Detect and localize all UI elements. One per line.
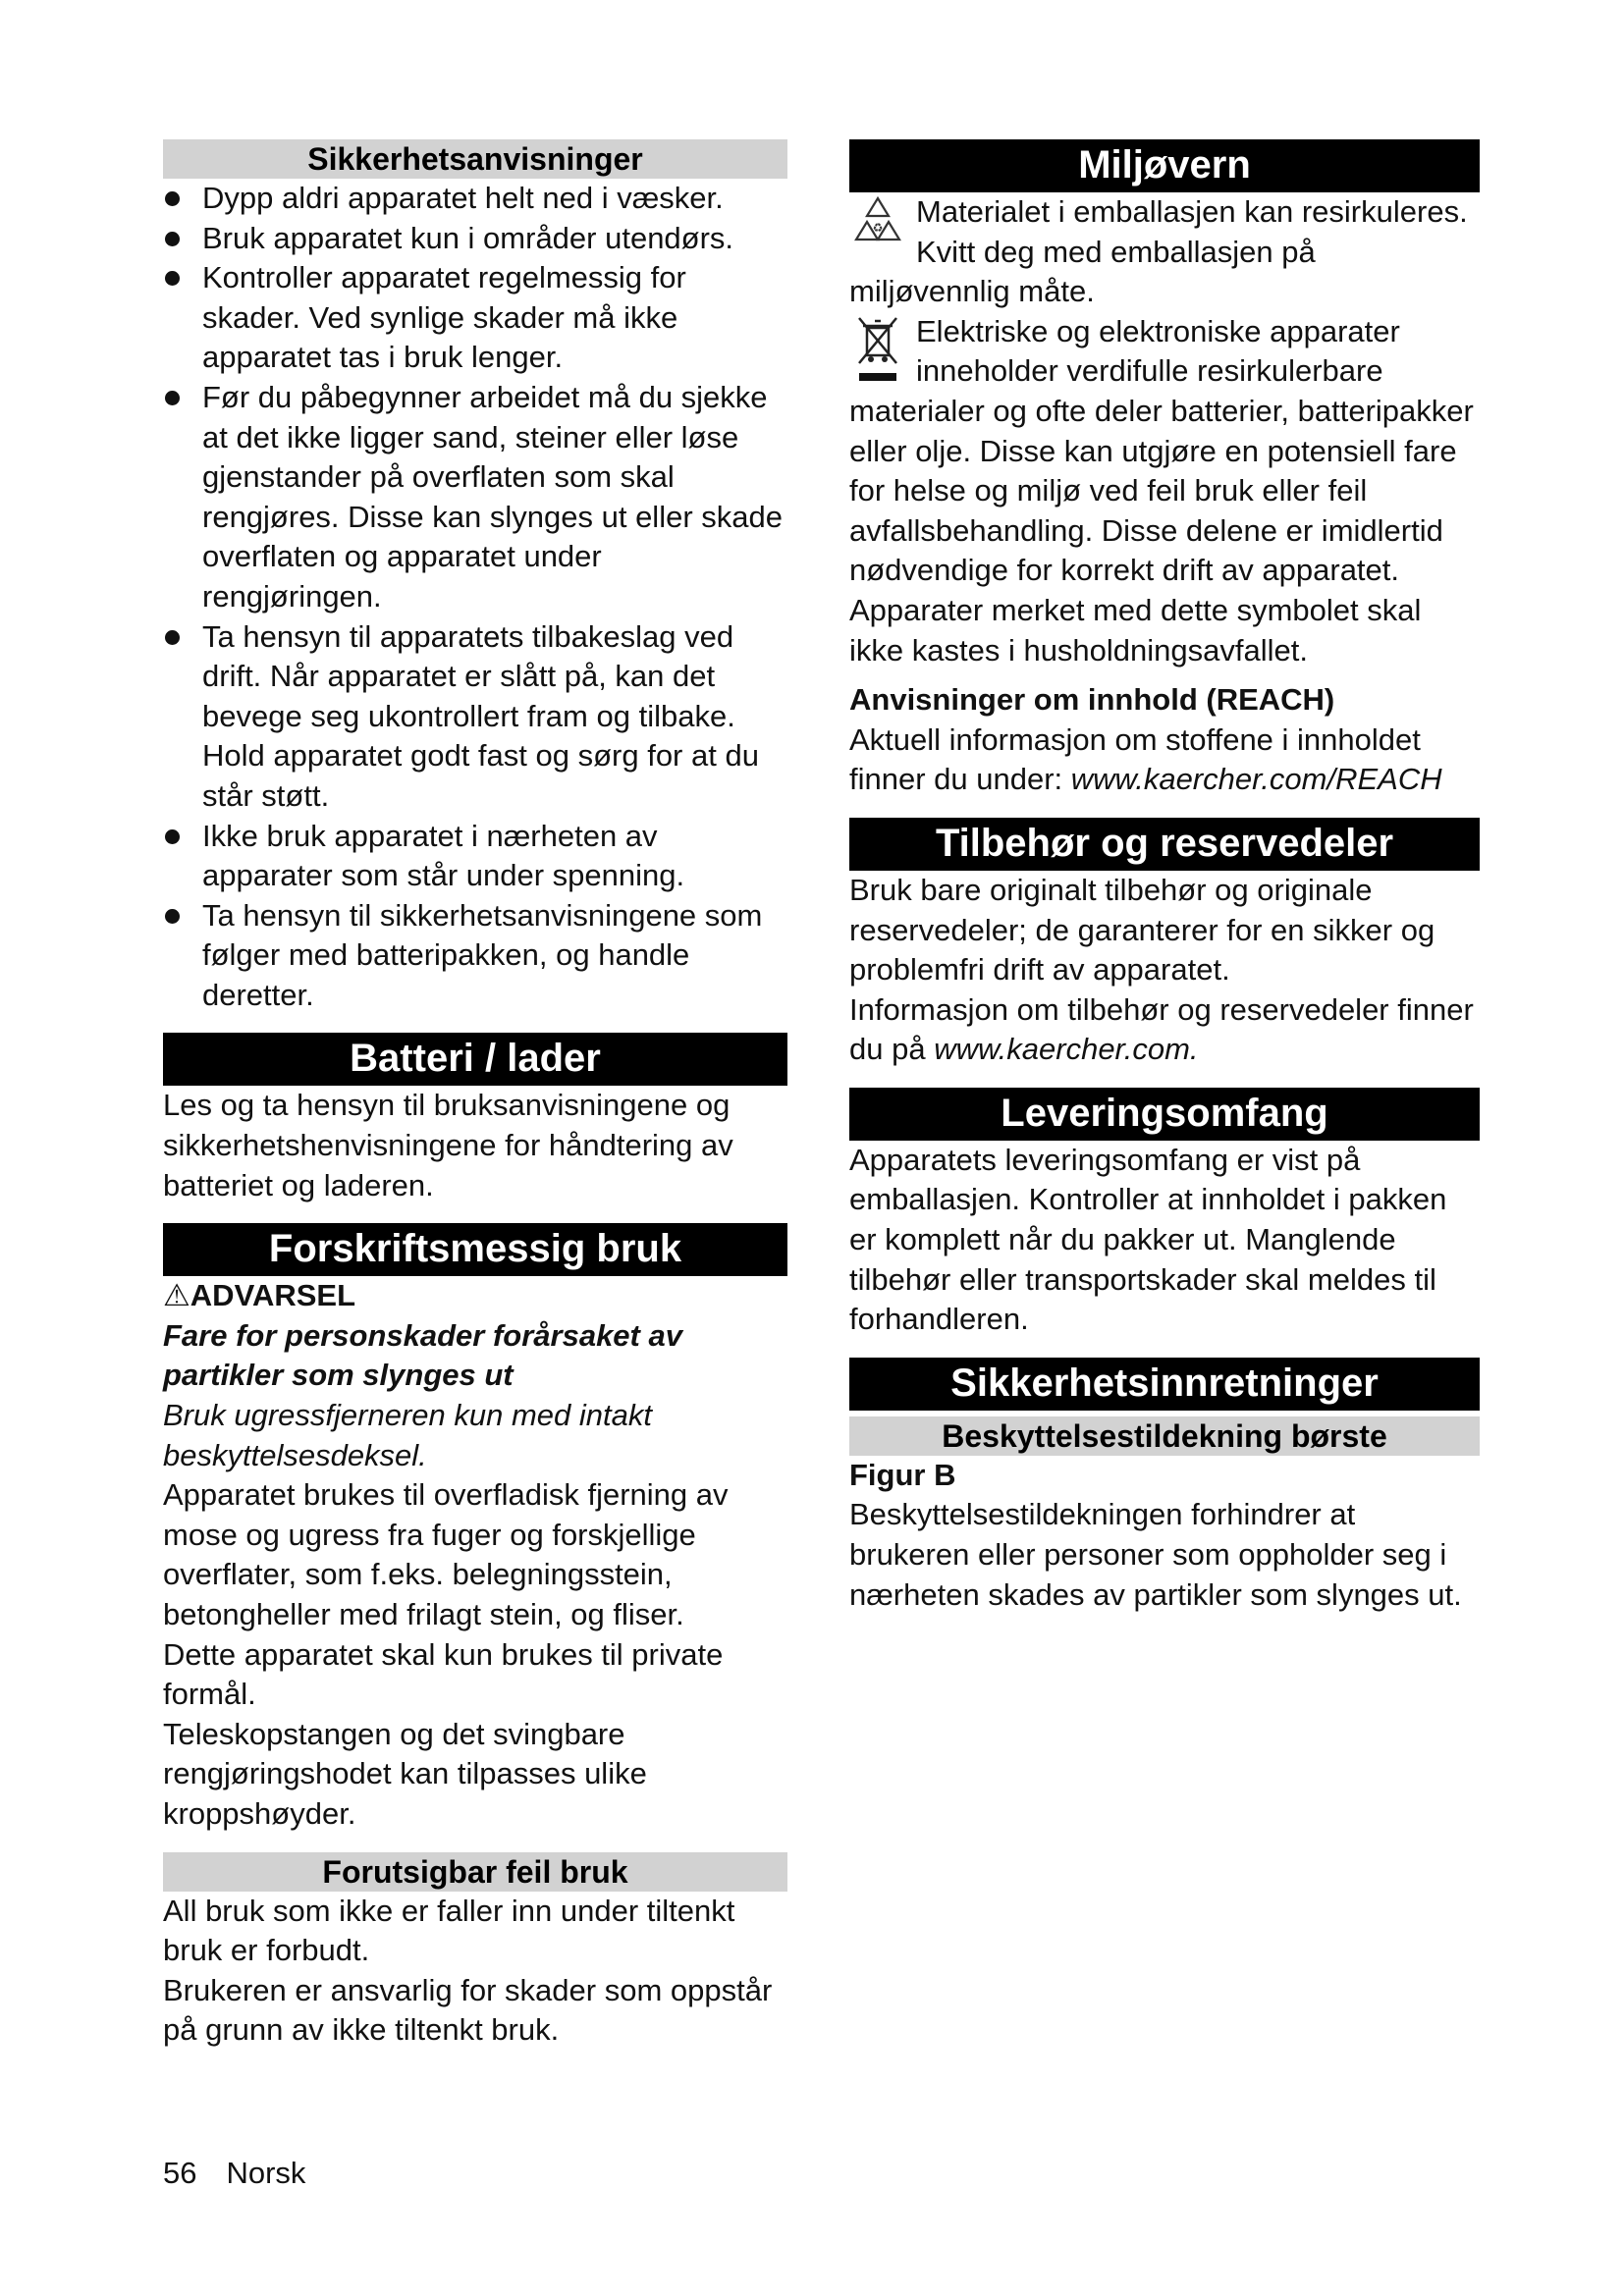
reach-text: Aktuell informasjon om stoffene i innholdet finner du under: www.kaercher.com/REACH [849,721,1442,797]
weee-text: Elektriske og elektroniske apparater inneholder verdifulle resirkulerbare materialer og ofte deler batterier, batteripakker eller olje. Disse kan utgjøre en potensiell fare for helse og miljø ved feil bruk eller feil avfallsbehandling. Disse delene er imidlertid nødvendige for korrekt drift av apparatet. Apparater merket med dette symbolet skal ikke kastes i husholdningsavfallet. [849,313,1474,667]
list-item: Ikke bruk apparatet i nærheten av apparater som står under spenning. [163,817,787,896]
bullet-icon [165,829,180,844]
list-item: Ta hensyn til apparatets tilbakeslag ved drift. Når apparatet er slått på, kan det bevege seg ukontrollert fram og tilbake. Hold apparatet godt fast og sørg for at du står støtt. [163,617,787,817]
misuse-paragraph-2: Brukeren er ansvarlig for skader som oppstår på grunn av ikke tiltenkt bruk. [163,1972,773,2048]
left-column [163,139,787,2051]
warning-label: ⚠ADVARSEL [163,1278,356,1313]
bullet-icon [165,391,180,405]
brush-guard-text: Beskyttelsestildekningen forhindrer at brukeren eller personer som oppholder seg i nærheten skades av partikler som slynges ut. [849,1497,1462,1612]
recycle-block [849,192,1480,312]
bullet-icon [165,271,180,286]
footer-language: Norsk [226,2156,306,2190]
intended-use-paragraph-1: Apparatet brukes til overfladisk fjerning av mose og ugress fra fuger og forskjellige overflater, som f.eks. belegningsstein, betongheller med frilagt stein, og fliser. [163,1477,729,1631]
environment-heading: Miljøvern [849,139,1480,192]
misuse-paragraph-1: All bruk som ikke er faller inn under tiltenkt bruk er forbudt. [163,1893,735,1968]
bullet-icon [165,232,180,246]
list-item: Ta hensyn til sikkerhetsanvisningene som følger med batteripakken, og handle deretter. [163,896,787,1016]
list-item: Før du påbegynner arbeidet må du sjekke at det ikke ligger sand, steiner eller løse gjenstander på overflaten som skal rengjøres. Disse kan slynges ut eller skade overflaten og apparatet under rengjøringen. [163,378,787,617]
warning-text: Bruk ugressfjerneren kun med intakt beskyttelsesdeksel. [163,1398,652,1472]
accessories-heading: Tilbehør og reservedeler [849,818,1480,871]
recycling-icon [849,192,910,249]
intended-use-heading: Forskriftsmessig bruk [163,1223,787,1276]
figure-label: Figur B [849,1457,956,1492]
delivery-heading: Leveringsomfang [849,1088,1480,1141]
intended-use-paragraph-2: Dette apparatet skal kun brukes til private formål. [163,1636,724,1712]
delivery-text: Apparatets leveringsomfang er vist på emballasjen. Kontroller at innholdet i pakken er komplett når du pakker ut. Manglende tilbehør eller transportskader skal meldes til forhandleren. [849,1142,1447,1337]
svg-text:♻: ♻ [872,221,884,235]
crossed-out-bin-icon [849,312,910,391]
bullet-icon [165,909,180,924]
recycle-text: Materialet i emballasjen kan resirkuleres. Kvitt deg med emballasjen på miljøvennlig måte. [849,194,1468,309]
bullet-icon [165,191,180,206]
accessories-paragraph-1: Bruk bare originalt tilbehør og originale reservedeler; de garanterer for en sikker og problemfri drift av apparatet. [849,872,1435,988]
list-item: Kontroller apparatet regelmessig for skader. Ved synlige skader må ikke apparatet tas i bruk lenger. [163,258,787,378]
safety-bullet-list [163,179,787,1015]
list-item: Bruk apparatet kun i områder utendørs. [163,219,787,259]
list-item: Dypp aldri apparatet helt ned i væsker. [163,179,787,219]
battery-charger-heading: Batteri / lader [163,1033,787,1086]
bullet-icon [165,630,180,645]
battery-text: Les og ta hensyn til bruksanvisningene og sikkerhetshenvisningene for håndtering av batteriet og laderen. [163,1088,733,1202]
foreseeable-misuse-heading: Forutsigbar feil bruk [163,1852,787,1892]
intended-use-paragraph-3: Teleskopstangen og det svingbare rengjøringshodet kan tilpasses ulike kroppshøyder. [163,1716,647,1831]
warning-title: Fare for personskader forårsaket av partikler som slynges ut [163,1317,682,1393]
weee-block [849,312,1480,670]
reach-heading: Anvisninger om innhold (REACH) [849,682,1335,718]
safety-instructions-heading: Sikkerhetsanvisninger [163,139,787,179]
page-number: 56 [163,2156,197,2190]
accessories-paragraph-2: Informasjon om tilbehør og reservedeler finner du på www.kaercher.com. [849,991,1474,1067]
brush-guard-heading: Beskyttelsestildekning børste [849,1416,1480,1456]
safety-devices-heading: Sikkerhetsinnretninger [849,1358,1480,1411]
reach-link[interactable]: www.kaercher.com/REACH [1070,762,1442,797]
right-column [849,139,1480,1615]
page-footer [163,2154,305,2193]
kaercher-link[interactable]: www.kaercher.com. [934,1032,1199,1067]
